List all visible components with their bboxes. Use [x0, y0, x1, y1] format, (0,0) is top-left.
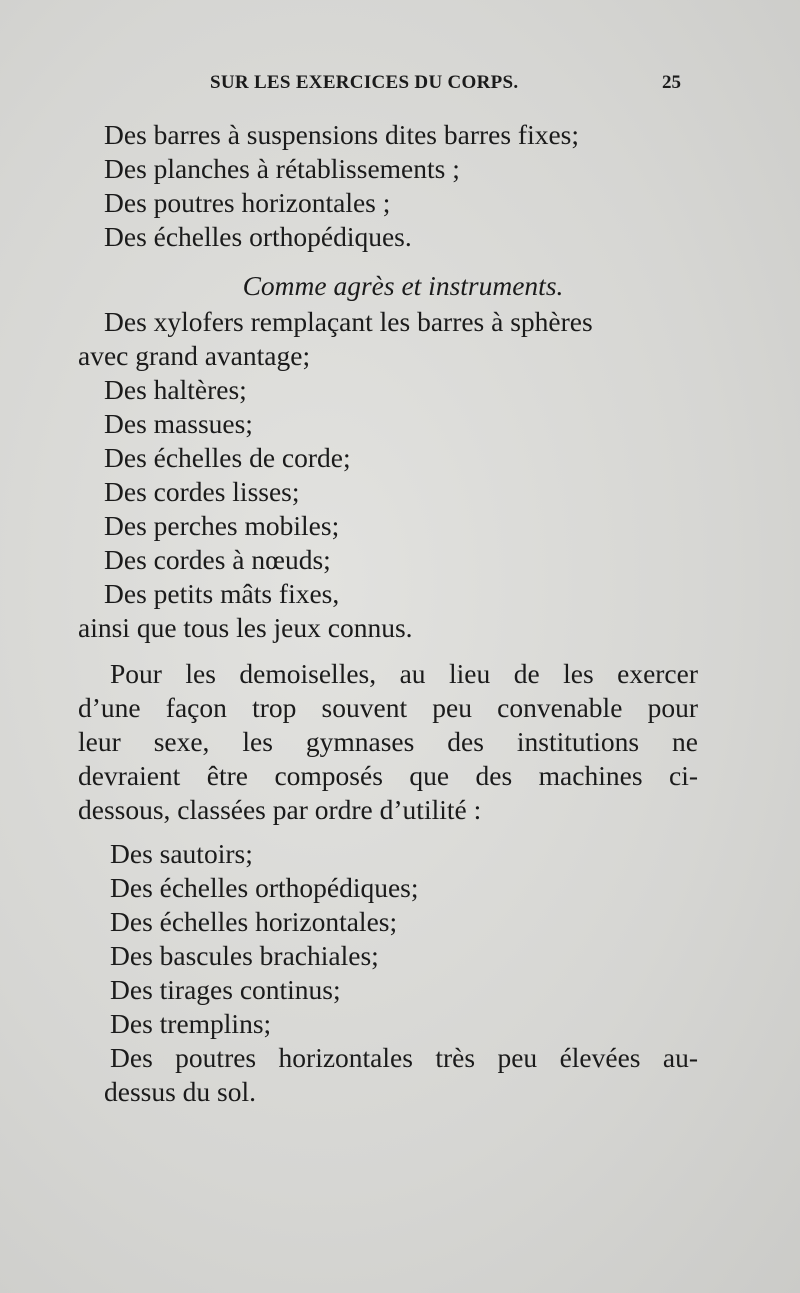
list-item: Des échelles orthopédiques. [104, 221, 412, 252]
closing-line: ainsi que tous les jeux connus. [78, 612, 413, 643]
list-item: Des échelles horizontales; [110, 906, 398, 937]
paragraph-line: leur sexe, les gymnases des institutions ne [78, 726, 698, 757]
list-item: Des perches mobiles; [104, 510, 340, 541]
list-item: Des bascules brachiales; [110, 940, 379, 971]
list-item-continuation: dessus du sol. [104, 1076, 257, 1107]
running-title: SUR LES EXERCICES DU CORPS. [210, 72, 519, 93]
paragraph-line: d’une façon trop souvent peu convenable pour [78, 692, 698, 723]
page-header [0, 72, 800, 102]
list-item-continuation: avec grand avantage; [78, 340, 311, 371]
page-number: 25 [662, 72, 681, 93]
list-item: Des échelles de corde; [104, 442, 351, 473]
paragraph-demoiselles [78, 657, 698, 827]
list-fixed-apparatus [78, 118, 698, 254]
body-text [78, 118, 698, 1109]
list-item: Des cordes à nœuds; [104, 544, 331, 575]
list-item: Des poutres horizontales très peu élevées au- [110, 1042, 698, 1073]
list-item: Des tremplins; [110, 1008, 272, 1039]
section-heading: Comme agrès et instruments. [242, 270, 564, 301]
paragraph-line: devraient être composés que des machines ci- [78, 760, 698, 791]
paragraph-gap [78, 827, 698, 837]
list-item: Des poutres horizontales ; [104, 187, 391, 218]
list-item: Des cordes lisses; [104, 476, 300, 507]
paragraph-gap [78, 645, 698, 657]
list-instruments [78, 305, 698, 645]
list-item: Des échelles orthopédiques; [110, 872, 419, 903]
list-item: Des tirages continus; [110, 974, 341, 1005]
paragraph-line: dessous, classées par ordre d’utilité : [78, 794, 482, 825]
list-item: Des planches à rétablissements ; [104, 153, 460, 184]
list-item: Des petits mâts fixes, [104, 578, 340, 609]
list-item: Des barres à suspensions dites barres fixes; [104, 119, 580, 150]
paragraph-line: Pour les demoiselles, au lieu de les exercer [110, 658, 698, 689]
list-item: Des sautoirs; [110, 838, 253, 869]
list-item: Des xylofers remplaçant les barres à sphères [104, 306, 593, 337]
list-item: Des massues; [104, 408, 253, 439]
list-demoiselles [78, 837, 698, 1109]
list-item: Des haltères; [104, 374, 247, 405]
